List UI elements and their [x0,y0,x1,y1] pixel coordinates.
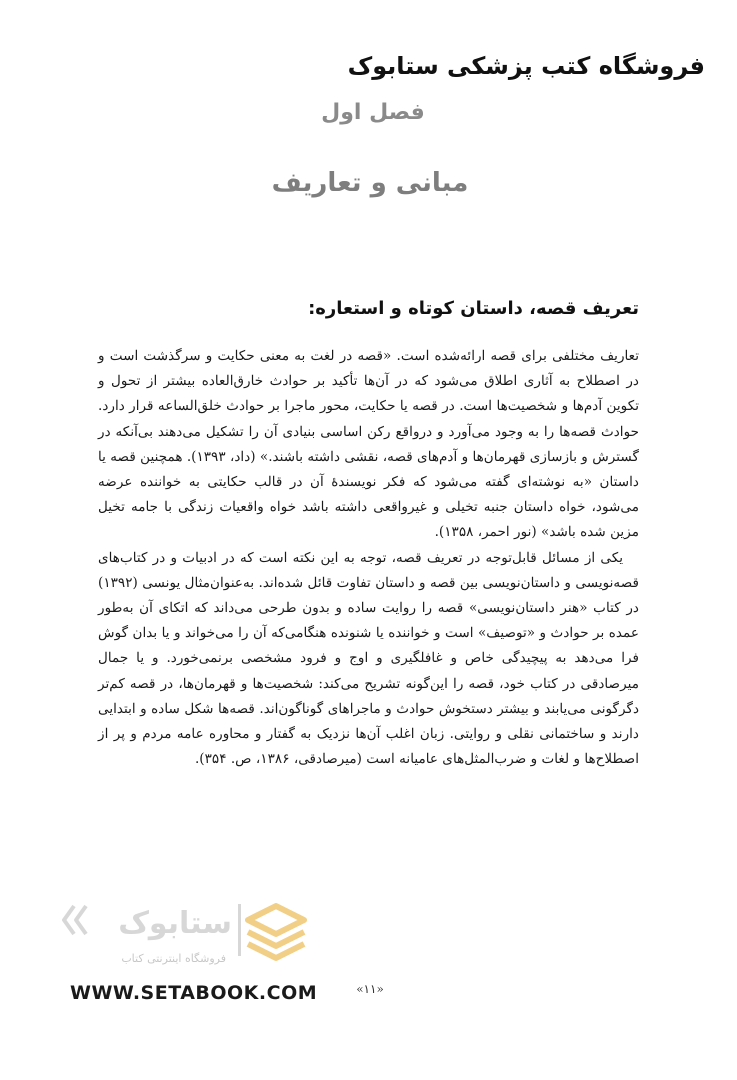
website-url: WWW.SETABOOK.COM [70,982,318,1004]
watermark-brand: ستابوک [118,906,232,941]
section-heading: تعریف قصه، داستان کوتاه و استعاره: [308,298,639,319]
body-text [98,344,639,772]
watermark-tagline: فروشگاه اینترنتی کتاب [121,952,226,965]
store-title: فروشگاه کتب پزشکی ستابوک [347,52,705,80]
page-number: «۱۱» [356,982,384,996]
setabook-watermark [60,900,320,980]
body-paragraph: تعاریف مختلفی برای قصه ارائه‌شده است. «قصه در لغت به معنی حکایت و سرگذشت است و در اصطلاح به آثاری اطلاق می‌شود که در آن‌ها تأکید بر حوادث خارق‌العاده بیشتر از تحول و تکوین آدم‌ها و شخصیت‌ها است. در قصه یا حکایت، محور ماجرا بر حوادث خلق‌الساعه قرار دارد. حوادث قصه‌ها را به وجود می‌آورد و درواقع رکن اساسی بنیادی آن را تشکیل می‌دهند بی‌آنکه در گسترش و بازسازی قهرمان‌ها و آدم‌های قصه، نقشی داشته باشند.» (داد، ۱۳۹۳). همچنین قصه یا داستان «به نوشته‌ای گفته می‌شود که فکر نویسندهٔ آن در قالب حکایتی به خواننده عرضه می‌شود، خواه داستان جنبه تخیلی و غیرواقعی داشته باشد خواه واقعیات زندگی با جامه تخیل مزین شده باشد» (نور احمر، ۱۳۵۸). [98,348,639,541]
chapter-number: فصل اول [321,100,425,125]
book-logo-icon [236,900,316,970]
body-paragraph: یکی از مسائل قابل‌توجه در تعریف قصه، توجه به این نکته است که در ادبیات و در کتاب‌های قصه‌نویسی و داستان‌نویسی بین قصه و داستان تفاوت قائل شده‌اند. به‌عنوان‌مثال یونسی (۱۳۹۲) در کتاب «هنر داستان‌نویسی» قصه را روایت ساده و بدون طرحی می‌داند که اتکای آن به‌طور عمده بر حوادث و «توصیف» است و خواننده یا شنونده هنگامی‌که آن را می‌خواند و یا بدان گوش فرا می‌دهد به پیچیدگی خاص و غافلگیری و اوج و فرود مشخصی برنمی‌خورد. و یا جمال میرصادقی در کتاب خود، قصه را این‌گونه تشریح می‌کند: شخصیت‌ها و قهرمان‌ها، در قصه کم‌تر دگرگونی می‌یابند و بیشتر دستخوش حوادث و ماجراهای گوناگون‌اند. قصه‌ها شکل ساده و ابتدایی دارند و ساختمانی نقلی و روایتی. زبان اغلب آن‌ها نزدیک به گفتار و محاوره عامه مردم و پر از اصطلاح‌ها و لغات و ضرب‌المثل‌های عامیانه است (میرصادقی، ۱۳۸۶، ص. ۳۵۴). [98,549,639,768]
chapter-title: مبانی و تعاریف [271,168,469,198]
